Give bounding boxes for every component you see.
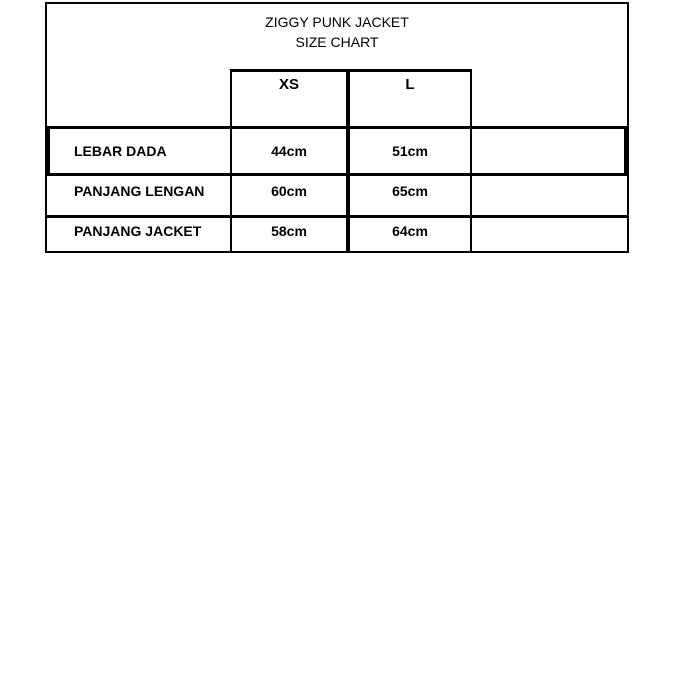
row-1-left-accent [45, 126, 50, 176]
row-line-2 [45, 173, 629, 176]
row-line-3 [45, 215, 629, 218]
size-header-xs: XS [278, 76, 299, 93]
row-line-1 [45, 126, 629, 129]
outer-border-bottom [45, 251, 629, 253]
row-1-value-l: 51cm [392, 143, 428, 159]
column-line-3 [470, 69, 472, 253]
outer-border-top [45, 2, 629, 4]
row-2-value-xs: 60cm [271, 183, 307, 199]
size-header-l: L [405, 76, 415, 93]
row-label-lebar-dada: LEBAR DADA [74, 143, 167, 159]
row-3-value-l: 64cm [392, 223, 428, 239]
row-label-panjang-lengan: PANJANG LENGAN [74, 183, 205, 199]
chart-subtitle: SIZE CHART [295, 34, 379, 50]
row-2-value-l: 65cm [392, 183, 428, 199]
size-chart [45, 2, 629, 253]
row-1-right-accent [624, 126, 629, 176]
row-1-value-xs: 44cm [271, 143, 307, 159]
size-header-top-line [230, 69, 472, 72]
row-3-value-xs: 58cm [271, 223, 307, 239]
chart-title: ZIGGY PUNK JACKET [265, 14, 409, 30]
row-label-panjang-jacket: PANJANG JACKET [74, 223, 202, 239]
